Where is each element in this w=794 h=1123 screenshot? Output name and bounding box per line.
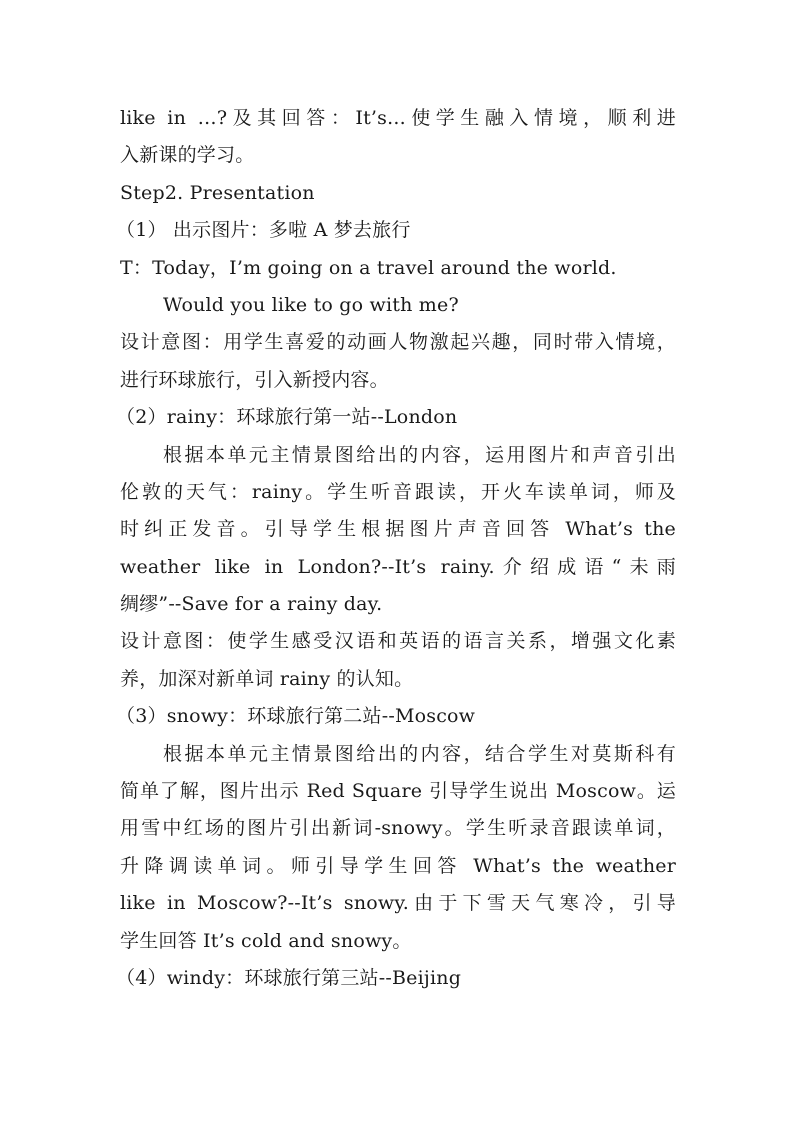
section-heading-step2: Step2. Presentation <box>120 181 315 204</box>
design-intent-2-line-2: 养，加深对新单词 rainy 的认知。 <box>120 667 414 690</box>
text-line-2: 入新课的学习。 <box>120 144 255 167</box>
paragraph-london-line-1: 根据本单元主情景图给出的内容，运用图片和声音引出 <box>163 443 676 466</box>
subsection-heading-3: （3）snowy：环球旅行第二站--Moscow <box>116 705 476 728</box>
paragraph-moscow-line-5: like in Moscow?--It’s snowy.由于下雪天气寒冷，引导 <box>120 892 676 915</box>
subsection-heading-2: （2）rainy：环球旅行第一站--London <box>116 406 458 429</box>
design-intent-1-line-2: 进行环球旅行，引入新授内容。 <box>120 368 389 391</box>
paragraph-london-line-4: weather like in London?--It’s rainy.介绍成语“未雨 <box>120 555 676 578</box>
design-intent-2-line-1: 设计意图：使学生感受汉语和英语的语言关系，增强文化素 <box>120 630 676 653</box>
paragraph-london-line-2: 伦敦的天气：rainy。学生听音跟读，开火车读单词，师及 <box>120 480 676 503</box>
paragraph-moscow-line-1: 根据本单元主情景图给出的内容，结合学生对莫斯科有 <box>163 742 676 765</box>
paragraph-london-line-5: 绸缪”--Save for a rainy day. <box>120 593 383 616</box>
paragraph-moscow-line-2: 简单了解，图片出示 Red Square 引导学生说出 Moscow。运 <box>120 780 676 803</box>
subsection-heading-4: （4）windy：环球旅行第三站--Beijing <box>116 966 462 989</box>
design-intent-1-line-1: 设计意图：用学生喜爱的动画人物激起兴趣，同时带入情境， <box>120 331 676 354</box>
paragraph-moscow-line-3: 用雪中红场的图片引出新词-snowy。学生听录音跟读单词， <box>120 817 676 840</box>
paragraph-london-line-3: 时纠正发音。引导学生根据图片声音回答 What’s the <box>120 518 676 541</box>
subsection-heading-1: （1） 出示图片：多啦 A 梦去旅行 <box>116 219 411 242</box>
teacher-line-continued: Would you like to go with me? <box>163 293 459 316</box>
teacher-line: T：Today，I’m going on a travel around the world. <box>120 256 617 279</box>
document-body <box>116 100 676 997</box>
paragraph-moscow-line-4: 升降调读单词。师引导学生回答 What’s the weather <box>120 854 676 877</box>
text-line-1: like in …?及其回答：It’s...使学生融入情境，顺利进 <box>120 107 676 129</box>
paragraph-moscow-line-6: 学生回答 It’s cold and snowy。 <box>120 929 412 952</box>
